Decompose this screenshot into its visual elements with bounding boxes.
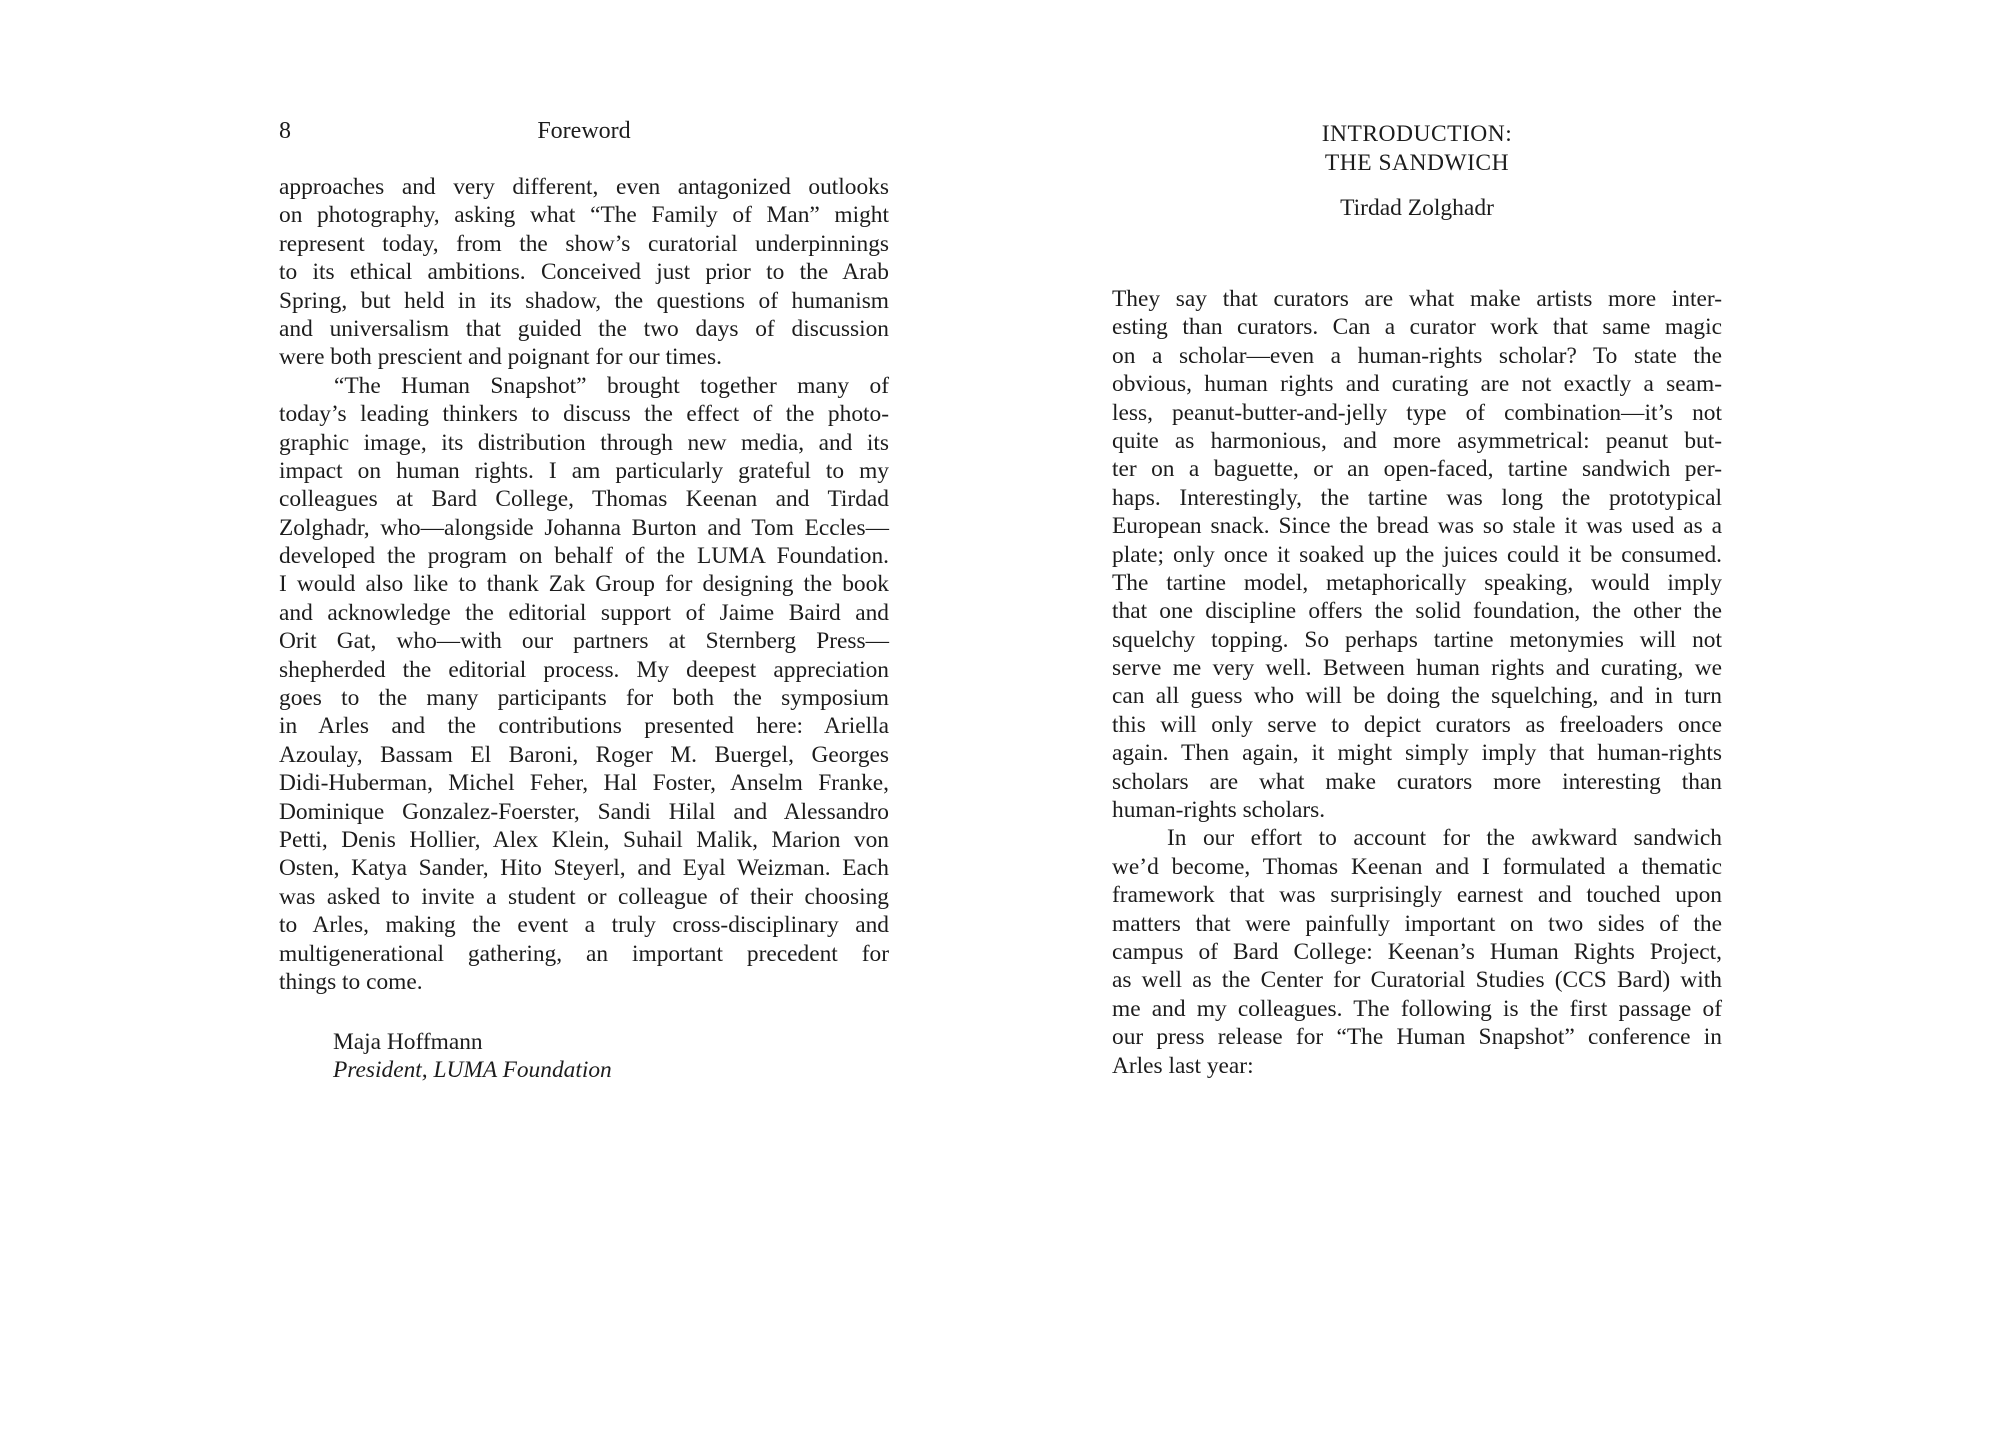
text-line: Didi-Huberman, Michel Feher, Hal Foster, Anselm Franke, xyxy=(279,770,889,797)
text-line: represent today, from the show’s curatorial underpinnings xyxy=(279,230,889,257)
text-line: this will only serve to depict curators as freeloaders once xyxy=(1112,711,1722,738)
text-line: obvious, human rights and curating are not exactly a seam- xyxy=(1112,371,1722,398)
text-line: I would also like to thank Zak Group for designing the book xyxy=(279,571,889,598)
text-line: quite as harmonious, and more asymmetrical: peanut but- xyxy=(1112,427,1722,454)
text-line: goes to the many participants for both the symposium xyxy=(279,685,889,712)
paragraph xyxy=(1112,824,1722,1080)
text-line: impact on human rights. I am particularly grateful to my xyxy=(279,457,889,484)
text-line: Arles last year: xyxy=(1112,1052,1254,1079)
chapter-title-line-1: INTRODUCTION: xyxy=(1321,121,1513,147)
text-line: on photography, asking what “The Family of Man” might xyxy=(279,202,889,229)
text-line: on a scholar—even a human-rights scholar? To state the xyxy=(1112,342,1722,369)
text-line: again. Then again, it might simply imply that human-rights xyxy=(1112,740,1722,767)
text-line: and acknowledge the editorial support of Jaime Baird and xyxy=(279,599,889,626)
paragraph xyxy=(279,372,889,997)
text-line: graphic image, its distribution through new media, and its xyxy=(279,429,889,456)
text-line: in Arles and the contributions presented here: Ariella xyxy=(279,713,889,740)
chapter-heading xyxy=(1112,120,1722,222)
text-line: as well as the Center for Curatorial Studies (CCS Bard) with xyxy=(1112,967,1722,994)
text-line: matters that were painfully important on two sides of the xyxy=(1112,910,1722,937)
paragraph xyxy=(1112,285,1722,824)
right-page xyxy=(1000,0,2000,1444)
introduction-body xyxy=(1112,285,1722,1080)
text-line: were both prescient and poignant for our times. xyxy=(279,344,722,371)
text-line: ter on a baguette, or an open-faced, tartine sandwich per- xyxy=(1112,456,1722,483)
text-line: shepherded the editorial process. My deepest appreciation xyxy=(279,656,889,683)
text-line: to its ethical ambitions. Conceived just prior to the Arab xyxy=(279,259,889,286)
text-line: The tartine model, metaphorically speaking, would imply xyxy=(1112,569,1722,596)
text-line: today’s leading thinkers to discuss the effect of the photo- xyxy=(279,401,889,428)
text-line: our press release for “The Human Snapshot” conference in xyxy=(1112,1024,1722,1051)
text-line: “The Human Snapshot” brought together many of xyxy=(334,372,889,399)
running-head: Foreword xyxy=(537,118,631,144)
text-line: Dominique Gonzalez-Foerster, Sandi Hilal and Alessandro xyxy=(279,798,889,825)
text-line: to Arles, making the event a truly cross-disciplinary and xyxy=(279,912,889,939)
text-line: Azoulay, Bassam El Baroni, Roger M. Buergel, Georges xyxy=(279,741,889,768)
text-line: haps. Interestingly, the tartine was long the prototypical xyxy=(1112,484,1722,511)
text-line: developed the program on behalf of the LUMA Foundation. xyxy=(279,543,889,570)
text-line: scholars are what make curators more interesting than xyxy=(1112,768,1722,795)
text-line: Osten, Katya Sander, Hito Steyerl, and Eyal Weizman. Each xyxy=(279,855,889,882)
text-line: In our effort to account for the awkward sandwich xyxy=(1167,825,1722,852)
text-line: colleagues at Bard College, Thomas Keenan and Tirdad xyxy=(279,486,889,513)
text-line: esting than curators. Can a curator work that same magic xyxy=(1112,314,1722,341)
text-line: campus of Bard College: Keenan’s Human Rights Project, xyxy=(1112,938,1722,965)
text-line: less, peanut-butter-and-jelly type of combination—it’s not xyxy=(1112,399,1722,426)
text-line: human-rights scholars. xyxy=(1112,797,1326,824)
text-line: me and my colleagues. The following is the first passage of xyxy=(1112,995,1722,1022)
text-line: serve me very well. Between human rights and curating, we xyxy=(1112,655,1722,682)
chapter-author: Tirdad Zolghadr xyxy=(1340,195,1494,221)
text-line: European snack. Since the bread was so stale it was used as a xyxy=(1112,513,1722,540)
chapter-title-line-2: THE SANDWICH xyxy=(1324,150,1510,176)
signature-name: Maja Hoffmann xyxy=(333,1029,483,1055)
text-line: Zolghadr, who—alongside Johanna Burton and Tom Eccles— xyxy=(279,514,889,541)
text-line: was asked to invite a student or colleague of their choosing xyxy=(279,883,889,910)
text-line: multigenerational gathering, an important precedent for xyxy=(279,940,889,967)
text-line: framework that was surprisingly earnest and touched upon xyxy=(1112,882,1722,909)
text-line: Petti, Denis Hollier, Alex Klein, Suhail Malik, Marion von xyxy=(279,826,889,853)
text-line: that one discipline offers the solid foundation, the other the xyxy=(1112,598,1722,625)
paragraph xyxy=(279,173,889,372)
text-line: Orit Gat, who—with our partners at Sternberg Press— xyxy=(279,628,889,655)
signature-title: President, LUMA Foundation xyxy=(333,1057,612,1084)
text-line: approaches and very different, even antagonized outlooks xyxy=(279,174,889,200)
text-line: things to come. xyxy=(279,968,423,995)
text-line: and universalism that guided the two days of discussion xyxy=(279,315,889,342)
text-line: They say that curators are what make artists more inter- xyxy=(1112,286,1722,312)
page-number: 8 xyxy=(279,118,291,144)
text-line: can all guess who will be doing the squelching, and in turn xyxy=(1112,683,1722,710)
text-line: plate; only once it soaked up the juices could it be consumed. xyxy=(1112,541,1722,568)
text-line: Spring, but held in its shadow, the questions of humanism xyxy=(279,287,889,314)
foreword-body xyxy=(279,173,889,996)
signature-block xyxy=(333,1028,612,1085)
text-line: squelchy topping. So perhaps tartine metonymies will not xyxy=(1112,626,1722,653)
text-line: we’d become, Thomas Keenan and I formulated a thematic xyxy=(1112,853,1722,880)
